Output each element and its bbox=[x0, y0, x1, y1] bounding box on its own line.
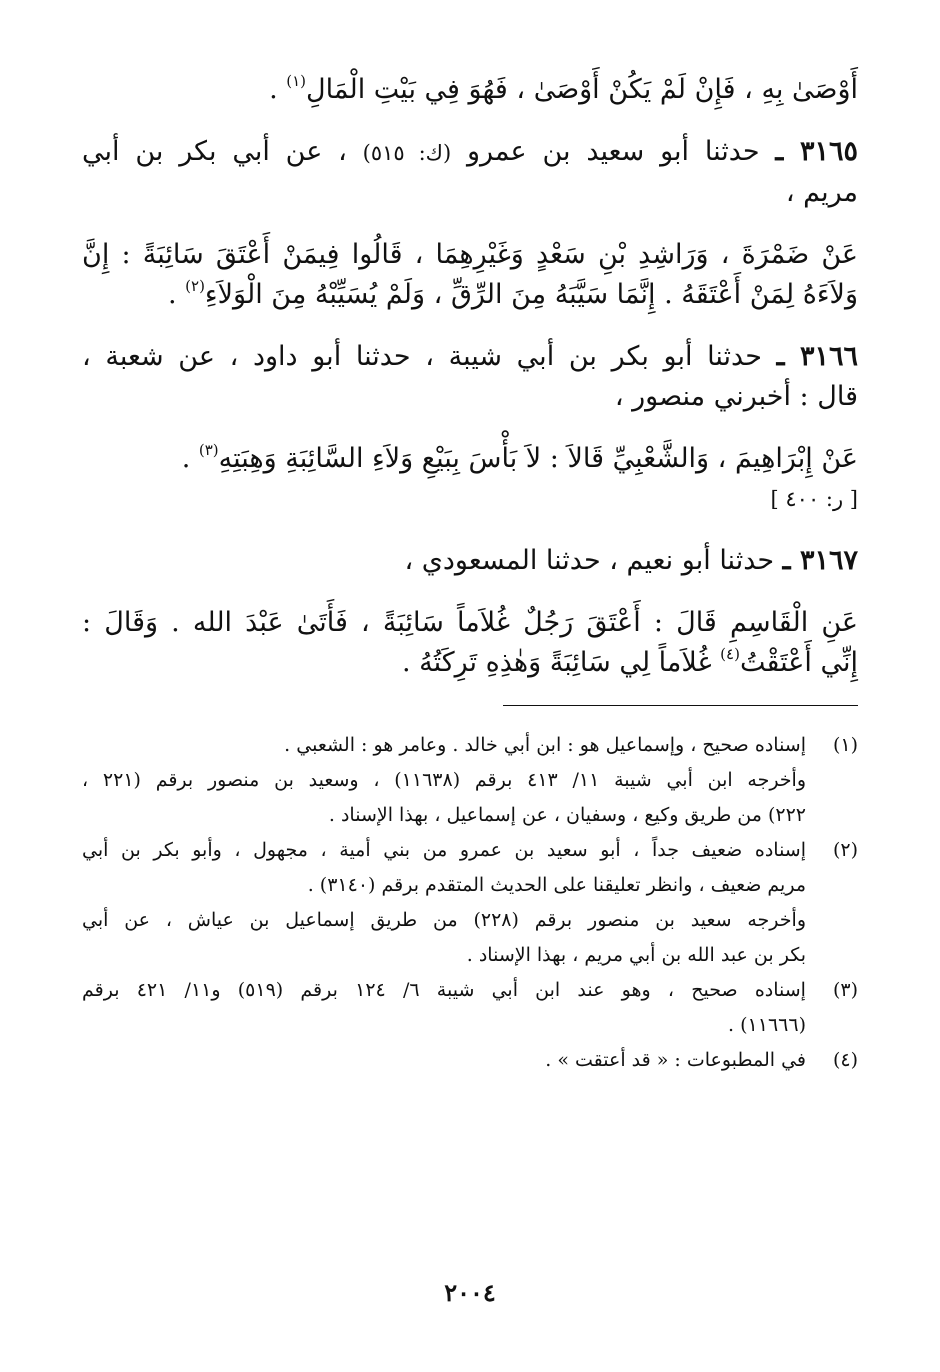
footnote-ref: (٤) bbox=[720, 645, 740, 663]
isnad-text: قال : أخبرني منصور ، bbox=[614, 381, 858, 412]
hadith-3165-matn: عَنْ ضَمْرَةَ ، وَرَاشِدِ بْنِ سَعْدٍ وَغَيْرِهِمَا ، قَالُوا فِيمَنْ أَعْتَقَ سَائِبَةً : إِنَّ وَلاَءَهُ لِمَنْ أَعْتَقَهُ . إِنَّمَا سَيَّبَهُ مِنَ الرِّقِّ ، وَلَمْ يُسَيِّبْهُ مِنَ الْوَلاَءِ$^{(٢)}$ . bbox=[82, 235, 858, 315]
matn-text: غُلاَماً لِي سَائِبَةً وَهٰذِهِ تَرِكَتُهُ . bbox=[401, 647, 721, 678]
matn-text: إِنِّي أَعْتَقْتُ bbox=[739, 647, 858, 678]
hadith-3167-isnad bbox=[82, 541, 858, 581]
hadith-3166-isnad bbox=[82, 337, 858, 417]
hadith-3165-isnad bbox=[82, 132, 858, 213]
hadith-number: ٣١٦٥ ـ bbox=[775, 136, 858, 167]
hadith-3166-matn: عَنْ إِبْرَاهِيمَ ، وَالشَّعْبِيِّ قَالاَ : لاَ بَأْسَ بِبَيْعِ وَلاَءِ السَّائِبَةِ وَهِبَتِهِ$^{(٣)}$ . [ ر: ٤٠٠ ] bbox=[82, 439, 858, 519]
hadith-3167-matn bbox=[82, 603, 858, 683]
matn-text: عَنْ إِبْرَاهِيمَ ، وَالشَّعْبِيِّ قَالاَ : لاَ بَأْسَ بِبَيْعِ وَلاَءِ السَّائِبَةِ وَهِبَتِهِ bbox=[218, 443, 858, 474]
matn-text: وَلاَءَهُ لِمَنْ أَعْتَقَهُ . إِنَّمَا سَيَّبَهُ مِنَ الرِّقِّ ، وَلَمْ يُسَيِّبْهُ مِنَ الْوَلاَءِ bbox=[204, 279, 858, 310]
footnote-ref: (٣) bbox=[198, 441, 219, 459]
footnote-number: (٤) bbox=[832, 1049, 858, 1071]
isnad-text: حدثنا أبو نعيم ، حدثنا المسعودي ، bbox=[404, 545, 775, 576]
footnote-number: (١) bbox=[832, 734, 858, 756]
isnad-text: حدثنا أبو سعيد بن عمرو bbox=[466, 136, 760, 167]
matn-text: عَنِ الْقَاسِمِ قَالَ : أَعْتَقَ رَجُلٌ غُلاَماً سَائِبَةً ، فَأَتَىٰ عَبْدَ الله . وَقَالَ : bbox=[82, 607, 858, 638]
page-number: ٢٠٠٤ bbox=[444, 1278, 496, 1307]
matn-text: عَنْ ضَمْرَةَ ، وَرَاشِدِ بْنِ سَعْدٍ وَغَيْرِهِمَا ، قَالُوا فِيمَنْ أَعْتَقَ سَائِبَةً : إِنَّ bbox=[82, 239, 858, 270]
footnote-3: (٣) إسناده صحيح ، وهو عند ابن أبي شيبة ٦/ ١٢٤ برقم (٥١٩) و١١/ ٤٢١ برقم (١١٦٦٦) . bbox=[82, 973, 858, 1043]
footnote-number: (٢) bbox=[832, 839, 858, 861]
isnad-text: حدثنا أبو بكر بن أبي شيبة ، حدثنا أبو داود ، عن شعبة ، bbox=[82, 341, 762, 372]
cross-reference: (ك: ٥١٥) bbox=[362, 141, 452, 165]
footnotes bbox=[82, 728, 858, 1078]
footnote-ref: (١) bbox=[286, 72, 307, 90]
hadith-number: ٣١٦٦ ـ bbox=[776, 341, 858, 372]
footnote-ref: (٢) bbox=[185, 277, 205, 295]
footnote-2: (٢) إسناده ضعيف جداً ، أبو سعيد بن عمرو من بني أمية ، مجهول ، وأبو بكر بن أبي مريم ضعيف ، وانظر تعليقنا على الحديث المتقدم برقم (٣١٤٠) . وأخرجه سعيد بن منصور برقم (٢٢٨) من طريق إسماعيل بن عياش ، عن أبي بكر بن عبد الله بن أبي مريم ، بهذا الإسناد . bbox=[82, 833, 858, 973]
isnad-text: مريم ، bbox=[785, 177, 858, 208]
matn-text: أَوْصَىٰ بِهِ ، فَإِنْ لَمْ يَكُنْ أَوْصَىٰ ، فَهُوَ فِي بَيْتِ الْمَالِ bbox=[306, 74, 858, 105]
cross-reference: [ ر: ٤٠٠ ] bbox=[770, 487, 858, 511]
matn-continuation: أَوْصَىٰ بِهِ ، فَإِنْ لَمْ يَكُنْ أَوْصَىٰ ، فَهُوَ فِي بَيْتِ الْمَالِ$^{(١)}$ . bbox=[269, 72, 858, 105]
hadith-number: ٣١٦٧ ـ bbox=[782, 545, 858, 576]
footnote-1: (١) إسناده صحيح ، وإسماعيل هو : ابن أبي خالد . وعامر هو : الشعبي . وأخرجه ابن أبي شيبة ١١/ ٤١٣ برقم (١١٦٣٨) ، وسعيد بن منصور برقم (٢٢١ ، ٢٢٢) من طريق وكيع ، وسفيان ، عن إسماعيل ، بهذا الإسناد . bbox=[82, 728, 858, 833]
footnote-number: (٣) bbox=[832, 979, 858, 1001]
footnote-4: (٤) في المطبوعات : « قد أعتقت » . bbox=[82, 1043, 858, 1078]
footnote-divider bbox=[503, 705, 858, 706]
isnad-text: ، عن أبي بكر بن أبي bbox=[82, 136, 347, 167]
